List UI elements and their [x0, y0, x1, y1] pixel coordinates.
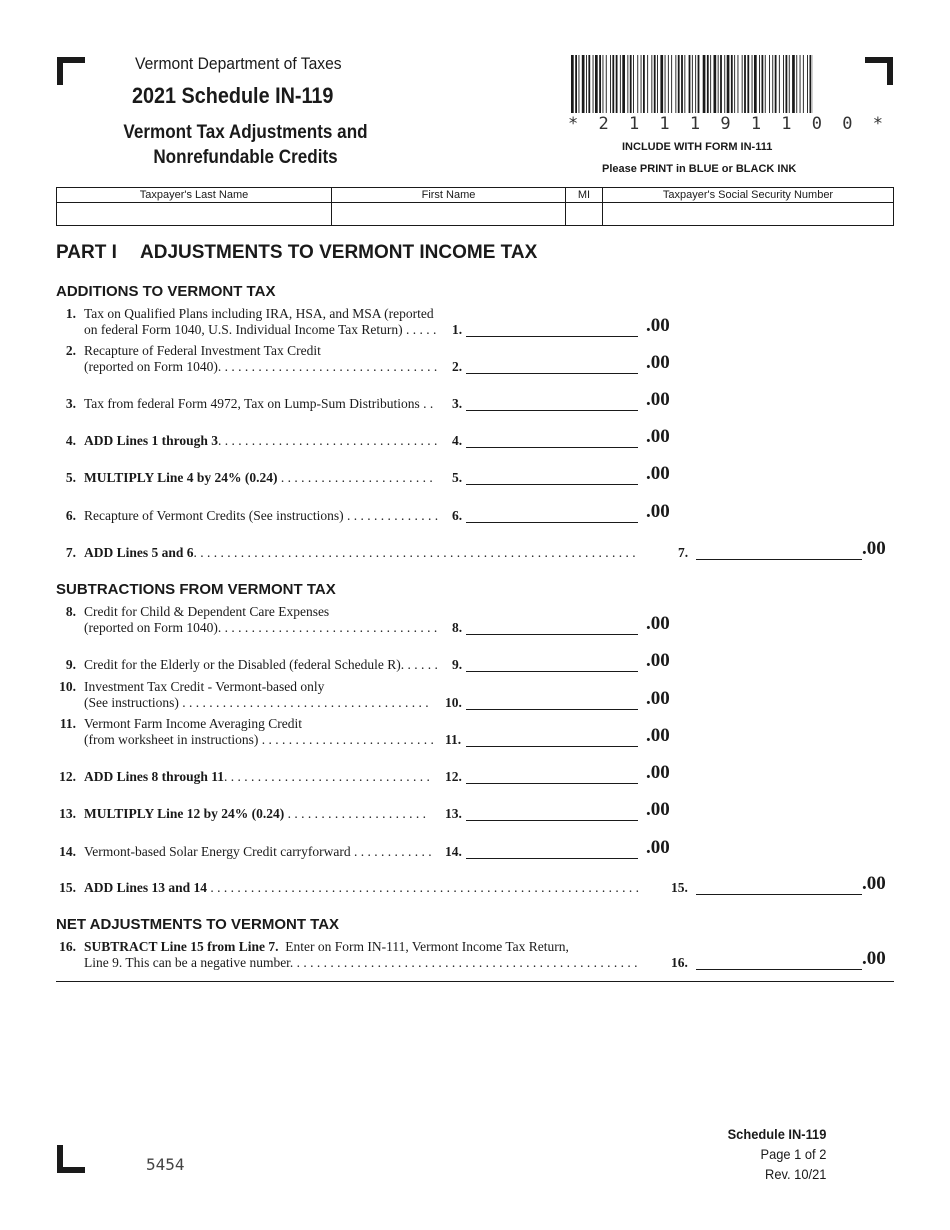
line-bold-text: SUBTRACT Line 15 from Line 7. — [84, 939, 279, 954]
line-bold-text: MULTIPLY Line 12 by 24% (0.24) — [84, 806, 285, 821]
line-number: 10. — [59, 679, 76, 694]
line-bold-text: ADD Lines 13 and 14 — [84, 880, 208, 895]
line-text: Vermont Farm Income Averaging Credit — [84, 716, 302, 731]
line-number: 2. — [65, 343, 76, 358]
line-number: 12. — [59, 769, 76, 784]
cents-label: .00 — [862, 948, 886, 969]
form-number: 5454 — [146, 1155, 185, 1174]
cents-label: .00 — [646, 315, 670, 336]
line-11-amount-field[interactable] — [466, 732, 638, 747]
line-number: 4. — [65, 433, 76, 448]
line-7-amount-field[interactable] — [696, 545, 862, 560]
line-text: Tax from federal Form 4972, Tax on Lump-Sum Distributions . . — [84, 396, 434, 411]
line-label: 2. — [452, 359, 463, 374]
line-text: Line 9. This can be a negative number. . . . . . . . . . . . . . . . . . . . . . . . . . . . . . . . . . . . . . . . . . . . . . . . . . . . — [84, 955, 638, 970]
line-text: Recapture of Vermont Credits (See instructions) . . . . . . . . . . . . . . — [84, 508, 439, 523]
cents-label: .00 — [646, 463, 670, 484]
form-subtitle — [111, 120, 381, 170]
include-note: INCLUDE WITH FORM IN-111 — [622, 141, 773, 153]
line-1-amount-field[interactable] — [466, 322, 638, 337]
agency-name: Vermont Department of Taxes — [135, 54, 342, 73]
part-heading — [56, 242, 537, 264]
line-label: 15. — [671, 880, 688, 895]
line-13-amount-field[interactable] — [466, 806, 638, 821]
identity-input-row — [57, 203, 894, 226]
line-text: Enter on Form IN-111, Vermont Income Tax Return, — [278, 939, 569, 954]
footer-revision: Rev. 10/21 — [764, 1166, 826, 1182]
identity-header-row — [57, 188, 894, 203]
line-15-amount-field[interactable] — [696, 880, 862, 895]
line-label: 1. — [452, 322, 463, 337]
line-label: 7. — [678, 545, 689, 560]
line-6-amount-field[interactable] — [466, 508, 638, 523]
subtitle-line-2: Nonrefundable Credits — [153, 147, 338, 168]
cents-label: .00 — [646, 501, 670, 522]
line-bold-text: ADD Lines 1 through 3 — [84, 433, 219, 448]
line-text: Credit for Child & Dependent Care Expenses — [84, 604, 330, 619]
footer-block — [727, 1124, 826, 1184]
line-label: 11. — [445, 732, 462, 747]
form-title: 2021 Schedule IN-119 — [132, 83, 334, 108]
line-text: . . . . . . . . . . . . . . . . . . . . . — [284, 806, 427, 821]
line-number: 15. — [59, 880, 76, 895]
cents-label: .00 — [646, 426, 670, 447]
cents-label: .00 — [646, 762, 670, 783]
line-text: (from worksheet in instructions) . . . . . . . . . . . . . . . . . . . . . . . . . . — [84, 732, 434, 747]
registration-mark-top-left — [57, 57, 85, 85]
line-label: 8. — [452, 620, 463, 635]
line-number: 9. — [65, 657, 76, 672]
line-label: 12. — [445, 769, 462, 784]
line-text: (reported on Form 1040). . . . . . . . . . . . . . . . . . . . . . . . . . . . . . . . . — [84, 359, 438, 374]
section-subtractions: SUBTRACTIONS FROM VERMONT TAX — [56, 581, 336, 598]
cents-label: .00 — [862, 538, 886, 559]
col-ssn: Taxpayer's Social Security Number — [603, 188, 894, 203]
section-net-adjustments: NET ADJUSTMENTS TO VERMONT TAX — [56, 916, 340, 933]
print-note: Please PRINT in BLUE or BLACK INK — [602, 163, 797, 175]
line-number: 16. — [59, 939, 76, 954]
line-14-amount-field[interactable] — [466, 844, 638, 859]
line-number: 1. — [65, 306, 76, 321]
footer-page: Page 1 of 2 — [760, 1146, 826, 1162]
col-last-name: Taxpayer's Last Name — [57, 188, 332, 203]
ssn-field[interactable] — [603, 203, 894, 226]
first-name-field[interactable] — [332, 203, 566, 226]
cents-label: .00 — [646, 799, 670, 820]
line-number: 7. — [65, 545, 76, 560]
registration-mark-top-right — [865, 57, 893, 85]
line-number: 11. — [59, 716, 76, 731]
line-text: Tax on Qualified Plans including IRA, HSA, and MSA (reported — [84, 306, 434, 321]
part-title: ADJUSTMENTS TO VERMONT INCOME TAX — [140, 242, 538, 263]
footer-title: Schedule IN-119 — [727, 1126, 826, 1142]
line-4-amount-field[interactable] — [466, 433, 638, 448]
line-text: . . . . . . . . . . . . . . . . . . . . . . . . . . . . . . . . . . . . . . . . . . . . . . . . . . . . . . . . . . . . . . . . — [207, 880, 640, 895]
line-8-amount-field[interactable] — [466, 620, 638, 635]
barcode-number: * 2 1 1 1 9 1 1 0 0 * — [568, 114, 888, 134]
line-label: 9. — [452, 657, 463, 672]
line-label: 13. — [445, 806, 462, 821]
line-label: 10. — [445, 695, 462, 710]
line-bold-text: ADD Lines 8 through 11 — [84, 769, 225, 784]
registration-mark-bottom-left — [57, 1145, 85, 1173]
line-label: 14. — [445, 844, 462, 859]
cents-label: .00 — [646, 688, 670, 709]
line-text: . . . . . . . . . . . . . . . . . . . . . . . . . . . . . . . . . — [218, 433, 438, 448]
line-number: 6. — [65, 508, 76, 523]
line-2-amount-field[interactable] — [466, 359, 638, 374]
cents-label: .00 — [646, 837, 670, 858]
line-text: Recapture of Federal Investment Tax Credit — [84, 343, 321, 358]
line-3-amount-field[interactable] — [466, 396, 638, 411]
line-label: 16. — [671, 955, 688, 970]
col-mi: MI — [566, 188, 603, 203]
line-text: Investment Tax Credit - Vermont-based only — [84, 679, 325, 694]
line-text: Vermont-based Solar Energy Credit carryforward . . . . . . . . . . . . — [84, 844, 432, 859]
col-first-name: First Name — [332, 188, 566, 203]
taxpayer-identity-table — [56, 187, 894, 226]
part-label: PART I — [56, 242, 117, 263]
line-bold-text: ADD Lines 5 and 6 — [84, 545, 194, 560]
line-number: 8. — [65, 604, 76, 619]
line-text: on federal Form 1040, U.S. Individual Income Tax Return) . . . . . — [84, 322, 437, 337]
line-text: . . . . . . . . . . . . . . . . . . . . . . . — [277, 470, 433, 485]
cents-label: .00 — [646, 613, 670, 634]
line-10-amount-field[interactable] — [466, 695, 638, 710]
cents-label: .00 — [646, 725, 670, 746]
line-number: 5. — [65, 470, 76, 485]
line-number: 14. — [59, 844, 76, 859]
line-12-amount-field[interactable] — [466, 769, 638, 784]
bottom-rule — [56, 981, 894, 982]
cents-label: .00 — [646, 352, 670, 373]
line-16-amount-field[interactable] — [696, 955, 862, 970]
line-label: 5. — [452, 470, 463, 485]
mi-field[interactable] — [566, 203, 603, 226]
line-9-amount-field[interactable] — [466, 657, 638, 672]
line-label: 3. — [452, 396, 463, 411]
cents-label: .00 — [862, 873, 886, 894]
line-5-amount-field[interactable] — [466, 470, 638, 485]
line-text: (reported on Form 1040). . . . . . . . . . . . . . . . . . . . . . . . . . . . . . . . . — [84, 620, 438, 635]
line-number: 3. — [65, 396, 76, 411]
subtitle-line-1: Vermont Tax Adjustments and — [123, 122, 368, 143]
line-number: 13. — [59, 806, 76, 821]
line-text: . . . . . . . . . . . . . . . . . . . . . . . . . . . . . . . — [224, 769, 430, 784]
cents-label: .00 — [646, 389, 670, 410]
line-text: Credit for the Elderly or the Disabled (federal Schedule R). . . . . . — [84, 657, 438, 672]
cents-label: .00 — [646, 650, 670, 671]
line-bold-text: MULTIPLY Line 4 by 24% (0.24) — [84, 470, 278, 485]
barcode-graphic — [570, 55, 814, 113]
line-text: (See instructions) . . . . . . . . . . . . . . . . . . . . . . . . . . . . . . . . . . . . . — [84, 695, 429, 710]
line-text: . . . . . . . . . . . . . . . . . . . . . . . . . . . . . . . . . . . . . . . . . . . . . . . . . . . . . . . . . . . . . . . . . . — [193, 545, 636, 560]
last-name-field[interactable] — [57, 203, 332, 226]
line-label: 6. — [452, 508, 463, 523]
section-additions: ADDITIONS TO VERMONT TAX — [56, 283, 276, 300]
line-label: 4. — [452, 433, 463, 448]
